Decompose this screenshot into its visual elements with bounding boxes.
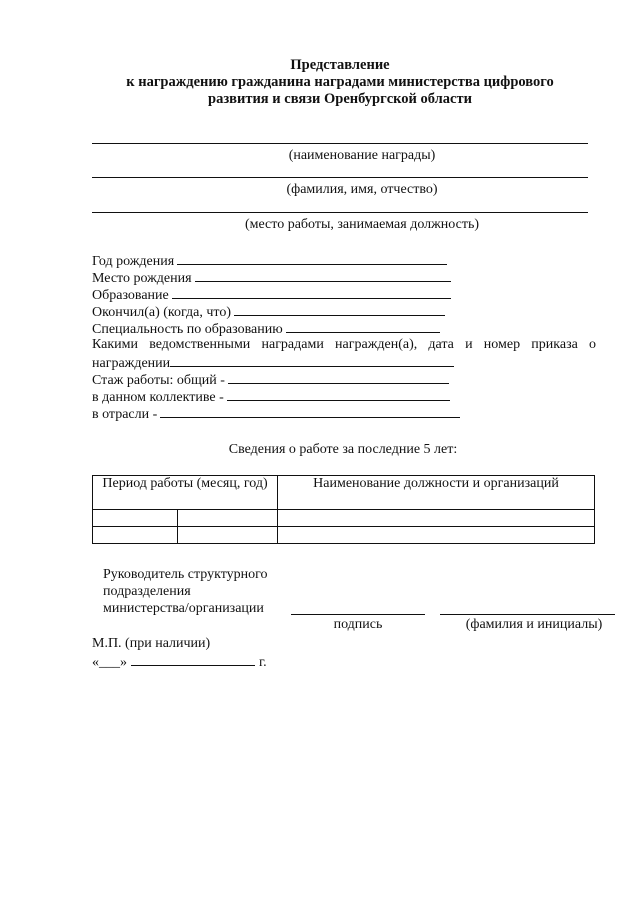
experience-total-label: Стаж работы: общий - xyxy=(92,373,225,388)
awards-word: наградами xyxy=(261,337,324,352)
workplace-caption: (место работы, занимаемая должность) xyxy=(244,217,480,232)
period-to-cell[interactable] xyxy=(178,510,278,527)
document-title-line-3: развития и связи Оренбургской области xyxy=(208,91,472,107)
experience-total-field[interactable] xyxy=(228,371,449,384)
head-title-line-2: подразделения xyxy=(103,584,191,599)
name-initials-line[interactable] xyxy=(440,614,615,615)
position-cell[interactable] xyxy=(278,510,595,527)
date-day-field[interactable]: «___» xyxy=(92,655,127,670)
signature-line[interactable] xyxy=(291,614,425,615)
awards-word: Какими xyxy=(92,337,139,352)
stamp-note xyxy=(92,636,210,652)
award-name-line[interactable] xyxy=(92,143,588,144)
awards-word: приказа xyxy=(531,337,578,352)
stamp-label: М.П. (при наличии) xyxy=(92,636,211,651)
full-name-caption: (фамилия, имя, отчество) xyxy=(286,182,438,197)
period-from-cell[interactable] xyxy=(93,510,178,527)
signature-caption: подпись xyxy=(333,617,383,632)
graduated-row xyxy=(92,303,445,321)
experience-industry-field[interactable] xyxy=(160,405,460,418)
awards-question-line xyxy=(92,337,596,353)
awards-label: награждении xyxy=(92,356,171,371)
education-field[interactable] xyxy=(172,286,451,299)
work-section-title: Сведения о работе за последние 5 лет: xyxy=(228,442,458,457)
date-month-field[interactable] xyxy=(131,653,255,666)
specialty-field[interactable] xyxy=(286,320,440,333)
specialty-row xyxy=(92,320,440,338)
experience-team-row xyxy=(92,388,450,406)
experience-team-label: в данном коллективе - xyxy=(92,390,224,405)
full-name-line[interactable] xyxy=(92,177,588,178)
experience-total-row xyxy=(92,371,449,389)
name-initials-caption: (фамилия и инициалы) xyxy=(465,617,603,632)
period-to-cell[interactable] xyxy=(178,527,278,544)
awards-word: дата xyxy=(428,337,454,352)
experience-industry-row xyxy=(92,405,460,423)
awards-word: о xyxy=(589,337,597,352)
awards-word: номер xyxy=(483,337,521,352)
birth-place-field[interactable] xyxy=(195,269,451,282)
education-row xyxy=(92,286,451,304)
date-row xyxy=(92,653,267,671)
birth-place-label: Место рождения xyxy=(92,271,192,286)
birth-place-row xyxy=(92,269,451,287)
awards-field[interactable] xyxy=(170,354,454,367)
workplace-line[interactable] xyxy=(92,212,588,213)
graduated-label: Окончил(а) (когда, что) xyxy=(92,305,232,320)
experience-industry-label: в отрасли - xyxy=(92,407,158,422)
period-column-header: Период работы (месяц, год) xyxy=(93,476,278,510)
awards-word: и xyxy=(465,337,473,352)
awards-word: награжден(а), xyxy=(335,337,418,352)
award-name-caption: (наименование награды) xyxy=(288,148,436,163)
specialty-label: Специальность по образованию xyxy=(92,322,283,337)
birth-year-field[interactable] xyxy=(177,252,447,265)
birth-year-row xyxy=(92,252,447,270)
graduated-field[interactable] xyxy=(234,303,445,316)
work-history-table xyxy=(92,475,595,544)
experience-team-field[interactable] xyxy=(227,388,450,401)
document-title-line-2: к награждению гражданина наградами министерства цифрового xyxy=(126,74,554,90)
position-column-header: Наименование должности и организаций xyxy=(278,476,595,510)
awards-row xyxy=(92,354,454,372)
date-year-suffix: г. xyxy=(259,655,267,670)
awards-word: ведомственными xyxy=(149,337,251,352)
head-title-line-3: министерства/организации xyxy=(103,601,264,616)
period-from-cell[interactable] xyxy=(93,527,178,544)
document-title-line-1: Представление xyxy=(290,57,390,73)
head-title-line-1: Руководитель структурного xyxy=(103,567,268,582)
birth-year-label: Год рождения xyxy=(92,254,175,269)
education-label: Образование xyxy=(92,288,169,303)
position-cell[interactable] xyxy=(278,527,595,544)
